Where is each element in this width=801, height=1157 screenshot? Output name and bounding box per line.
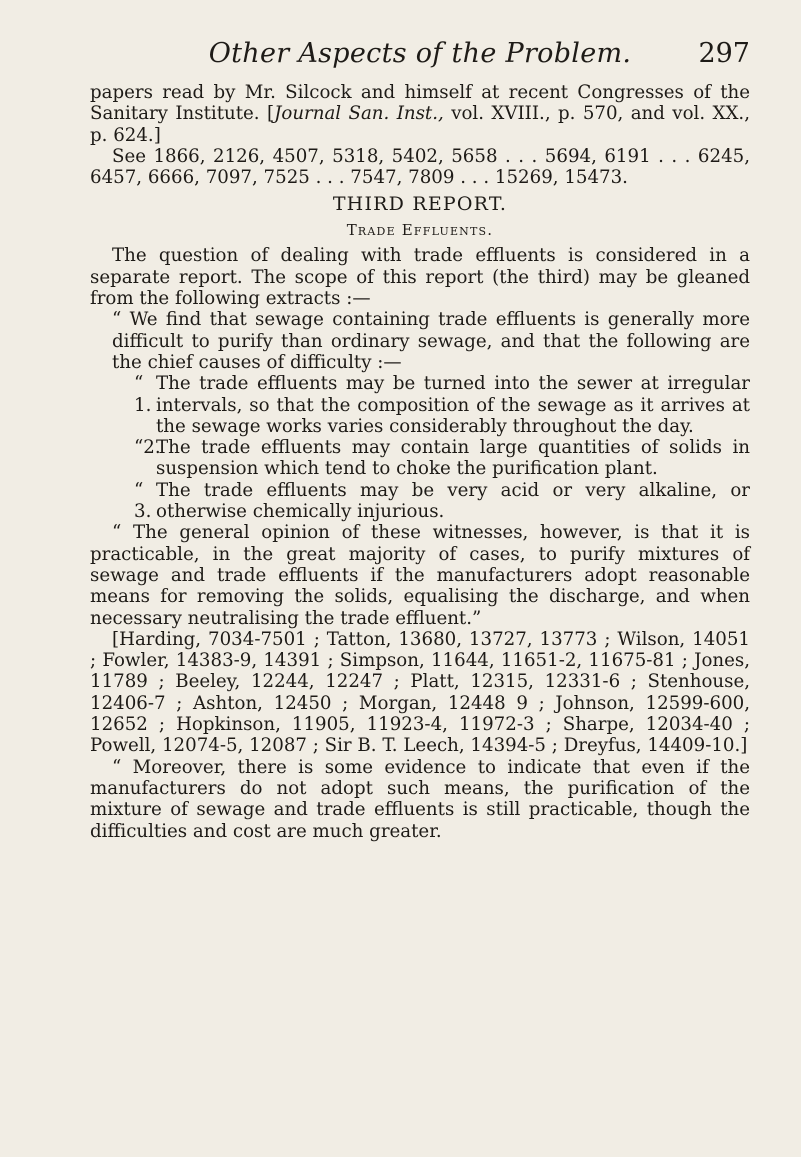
list-item-number: “ 1.: [134, 373, 152, 416]
general-opinion-paragraph: “ The general opinion of these witnesses, however, is that it is practicable, in the great majority of cases, to purify mixtures of sewage and trade effluents if the manufacturers adopt reasonable means for removing the solids, equalising the discharge, and when necessary neutralising the trade effluent.”: [90, 522, 750, 629]
list-item-text: The trade effluents may contain large quantities of solids in suspension which tend to choke the purification plant.: [156, 437, 750, 480]
journal-citation: Journal San. Inst.,: [274, 103, 444, 125]
see-references: See 1866, 2126, 4507, 5318, 5402, 5658 . . . 5694, 6191 . . . 6245, 6457, 6666, 7097, 7525 . . . 7547, 7809 . . . 15269, 15473.: [90, 145, 750, 189]
section-subheading: Trade Effluents.: [346, 221, 494, 240]
list-item: [134, 437, 750, 480]
list-item-number: “ 3.: [134, 479, 152, 523]
intro-text-after: vol. XVIII., p. 570, and vol. XX., p. 624.]: [90, 103, 750, 146]
witness-references: [Harding, 7034-7501 ; Tatton, 13680, 13727, 13773 ; Wilson, 14051 ; Fowler, 14383-9, 14391 ; Simpson, 11644, 11651-2, 11675-81 ; Jones, 11789 ; Beeley, 12244, 12247 ; Platt, 12315, 12331-6 ; Stenhouse, 12406-7 ; Ashton, 12450 ; Morgan, 12448 9 ; Johnson, 12599-600, 12652 ; Hopkinson, 11905, 11923-4, 11972-3 ; Sharpe, 12034-40 ; Powell, 12074-5, 12087 ; Sir B. T. Leech, 14394-5 ; Dreyfus, 14409-10.]: [90, 628, 750, 757]
quote-intro: “ We find that sewage containing trade effluents is generally more difficult to purify than ordinary sewage, and that the following are the chief causes of difficulty :—: [112, 309, 750, 373]
causes-list: [112, 373, 750, 522]
opening-paragraph: The question of dealing with trade effluents is considered in a separate report. The scope of this report (the third) may be gleaned from the following extracts :—: [90, 245, 750, 310]
list-item: [134, 373, 750, 437]
moreover-paragraph: “ Moreover, there is some evidence to indicate that even if the manufacturers do not adopt such means, the purification of the mixture of sewage and trade effluents is still practicable, though the difficulties and cost are much greater.: [90, 756, 750, 842]
running-title: Other Aspects of the Problem.: [208, 38, 632, 69]
intro-paragraph: [90, 82, 750, 146]
section-heading: THIRD REPORT.: [332, 193, 508, 216]
quoted-extract: [90, 309, 750, 522]
list-item-text: The trade effluents may be very acid or very alkaline, or otherwise chemically injurious.: [156, 479, 750, 523]
intro-text-before: papers read by Mr. Silcock and himself at recent Congresses of the Sanitary Institute. [: [90, 82, 750, 125]
book-page: [90, 38, 750, 842]
list-item-text: The trade effluents may be turned into the sewer at irregular intervals, so that the composition of the sewage as it arrives at the sewage works varies considerably throughout the day.: [156, 373, 750, 437]
running-head: [90, 38, 750, 82]
page-number: 297: [698, 38, 750, 69]
list-item-number: “2.: [134, 437, 161, 459]
list-item: [134, 480, 750, 523]
